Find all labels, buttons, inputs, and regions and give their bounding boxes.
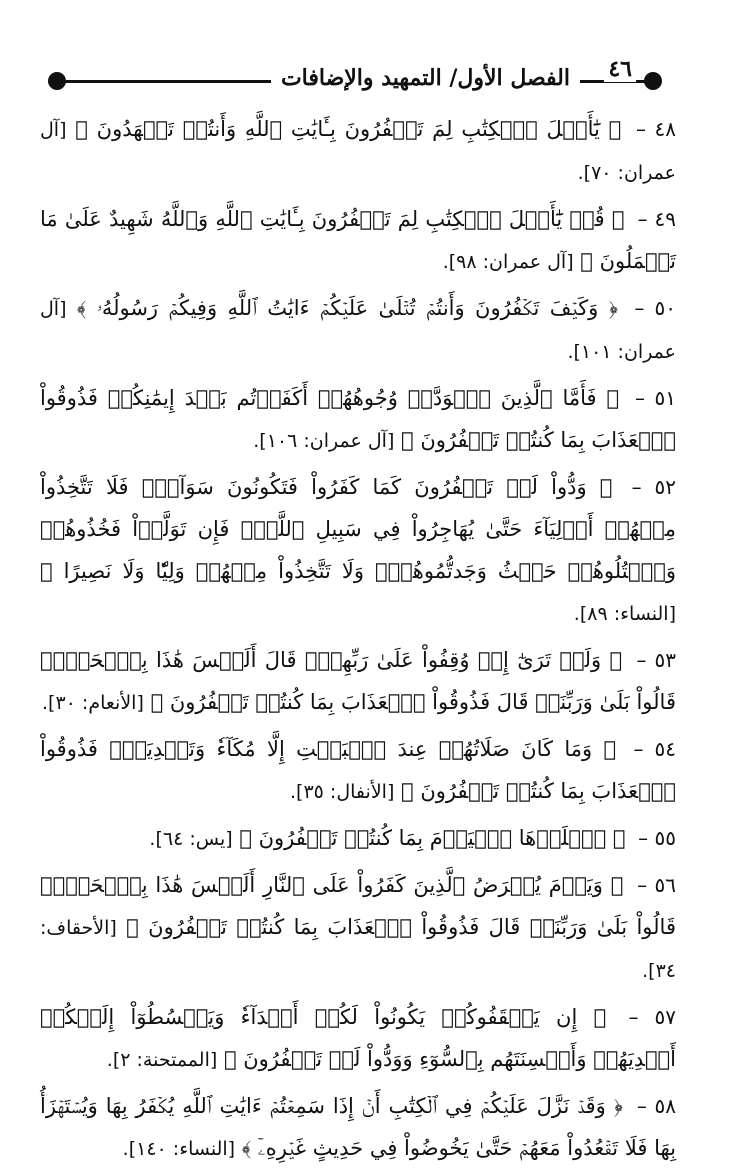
page-number: ٤٦ [604, 56, 636, 82]
quran-verse: ﴿ يَٰٓأَهۡلَ ٱلۡكِتَٰبِ لِمَ تَكۡفُرُونَ بِـَٔايَٰتِ ٱللَّهِ وَأَنتُمۡ تَشۡهَدُونَ ﴾ [75, 117, 622, 141]
quran-verse: ﴿ وَيَوۡمَ يُعۡرَضُ ٱلَّذِينَ كَفَرُواْ عَلَى ٱلنَّارِ أَلَيۡسَ هَٰذَا بِٱلۡحَقِّۖ قَالُواْ بَلَىٰ وَرَبِّنَاۚ قَالَ فَذُوقُواْ ٱلۡعَذَابَ بِمَا كُنتُمۡ تَكۡفُرُونَ ﴾ [40, 873, 676, 939]
entry-number: ٤٨ – [636, 117, 676, 141]
header-dot-right [644, 72, 662, 90]
verse-reference: [آل عمران: ١٠٦]. [253, 430, 395, 452]
quran-verse: ﴿ ٱصۡلَوۡهَا ٱلۡيَوۡمَ بِمَا كُنتُمۡ تَكۡفُرُونَ ﴾ [239, 826, 626, 850]
quran-verse: ﴿ وَلَوۡ تَرَىٰٓ إِذۡ وُقِفُواْ عَلَىٰ رَبِّهِمۡۚ قَالَ أَلَيۡسَ هَٰذَا بِٱلۡحَقِّۚ قَالُواْ بَلَىٰ وَرَبِّنَاۚ قَالَ فَذُوقُواْ ٱلۡعَذَابَ بِمَا كُنتُمۡ تَكۡفُرُونَ ﴾ [40, 648, 676, 714]
quran-verse: ﴿ وَكَيۡفَ تَكۡفُرُونَ وَأَنتُمۡ تُتۡلَىٰ عَلَيۡكُمۡ ءَايَٰتُ ٱللَّهِ وَفِيكُمۡ رَسُولُهُۥ ﴾ [76, 296, 619, 320]
quran-verse: ﴿ قُلۡ يَٰٓأَهۡلَ ٱلۡكِتَٰبِ لِمَ تَكۡفُرُونَ بِـَٔايَٰتِ ٱللَّهِ وَٱللَّهُ شَهِيدٌ عَلَىٰ مَا تَعۡمَلُونَ ﴾ [40, 207, 676, 273]
entry-number: ٤٩ – [637, 207, 677, 231]
verse-entry-51 [40, 377, 676, 462]
verse-entry-49 [40, 198, 676, 283]
verse-reference: [آل عمران: ١٠١]. [40, 298, 676, 363]
quran-verse: ﴿ فَأَمَّا ٱلَّذِينَ ٱسۡوَدَّتۡ وُجُوهُهُمۡ أَكَفَرۡتُم بَعۡدَ إِيمَٰنِكُمۡ فَذُوقُواْ ٱلۡعَذَابَ بِمَا كُنتُمۡ تَكۡفُرُونَ ﴾ [40, 386, 676, 452]
verse-reference: [الأنفال: ٣٥]. [290, 781, 395, 803]
verse-reference: [آل عمران: ٧٠]. [40, 119, 676, 184]
verse-entry-57 [40, 996, 676, 1081]
verse-entry-58 [40, 1085, 676, 1170]
header-dot-left [48, 72, 66, 90]
entry-number: ٥١ – [634, 386, 676, 410]
verse-reference: [الأحقاف: ٣٤]. [40, 917, 676, 982]
entry-number: ٥٢ – [631, 475, 676, 499]
entry-number: ٥٤ – [633, 737, 676, 761]
quran-verse: ﴿ إِن يَثۡقَفُوكُمۡ يَكُونُواْ لَكُمۡ أَعۡدَآءٗ وَيَبۡسُطُوٓاْ إِلَيۡكُمۡ أَيۡدِيَهُمۡ وَأَلۡسِنَتَهُم بِٱلسُّوٓءِ وَوَدُّواْ لَوۡ تَكۡفُرُونَ ﴾ [40, 1005, 676, 1071]
chapter-title: الفصل الأول/ التمهيد والإضافات [271, 62, 580, 94]
entry-number: ٥٥ – [638, 826, 676, 850]
quran-verse: ﴿ وَدُّواْ لَوۡ تَكۡفُرُونَ كَمَا كَفَرُواْ فَتَكُونُونَ سَوَآءٗۖ فَلَا تَتَّخِذُواْ مِنۡهُمۡ أَوۡلِيَآءَ حَتَّىٰ يُهَاجِرُواْ فِي سَبِيلِ ٱللَّهِۚ فَإِن تَوَلَّوۡاْ فَخُذُوهُمۡ وَٱقۡتُلُوهُمۡ حَيۡثُ وَجَدتُّمُوهُمۡۖ وَلَا تَتَّخِذُواْ مِنۡهُمۡ وَلِيّٗا وَلَا نَصِيرًا ﴾ [40, 475, 676, 583]
quran-verse: ﴿ وَقَدۡ نَزَّلَ عَلَيۡكُمۡ فِي ٱلۡكِتَٰبِ أَنۡ إِذَا سَمِعۡتُمۡ ءَايَٰتِ ٱللَّهِ يُكۡفَرُ بِهَا وَيُسۡتَهۡزَأُ بِهَا فَلَا تَقۡعُدُواْ مَعَهُمۡ حَتَّىٰ يَخُوضُواْ فِي حَدِيثٍ غَيۡرِهِۦٓ ﴾ [40, 1094, 676, 1160]
verse-list [40, 108, 676, 1174]
verse-entry-53 [40, 639, 676, 724]
entry-number: ٥٠ – [634, 296, 676, 320]
verse-reference: [الممتحنة: ٢]. [106, 1049, 218, 1071]
verse-reference: [يس: ٦٤]. [149, 828, 233, 850]
verse-entry-56 [40, 864, 676, 992]
verse-entry-50 [40, 287, 676, 373]
verse-entry-48 [40, 108, 676, 194]
entry-number: ٥٦ – [637, 873, 676, 897]
verse-reference: [النساء: ٨٩]. [573, 603, 676, 625]
verse-reference: [الأنعام: ٣٠]. [42, 692, 144, 714]
page-header [40, 50, 670, 106]
verse-entry-52 [40, 466, 676, 635]
verse-reference: [آل عمران: ٩٨]. [442, 251, 574, 273]
quran-verse: ﴿ وَمَا كَانَ صَلَاتُهُمۡ عِندَ ٱلۡبَيۡتِ إِلَّا مُكَآءٗ وَتَصۡدِيَةٗۚ فَذُوقُواْ ٱلۡعَذَابَ بِمَا كُنتُمۡ تَكۡفُرُونَ ﴾ [40, 737, 676, 803]
verse-reference: [النساء: ١٤٠]. [122, 1138, 236, 1160]
verse-entry-54 [40, 728, 676, 813]
entry-number: ٥٧ – [628, 1005, 676, 1029]
verse-entry-55 [40, 817, 676, 860]
entry-number: ٥٣ – [636, 648, 676, 672]
entry-number: ٥٨ – [636, 1094, 676, 1118]
